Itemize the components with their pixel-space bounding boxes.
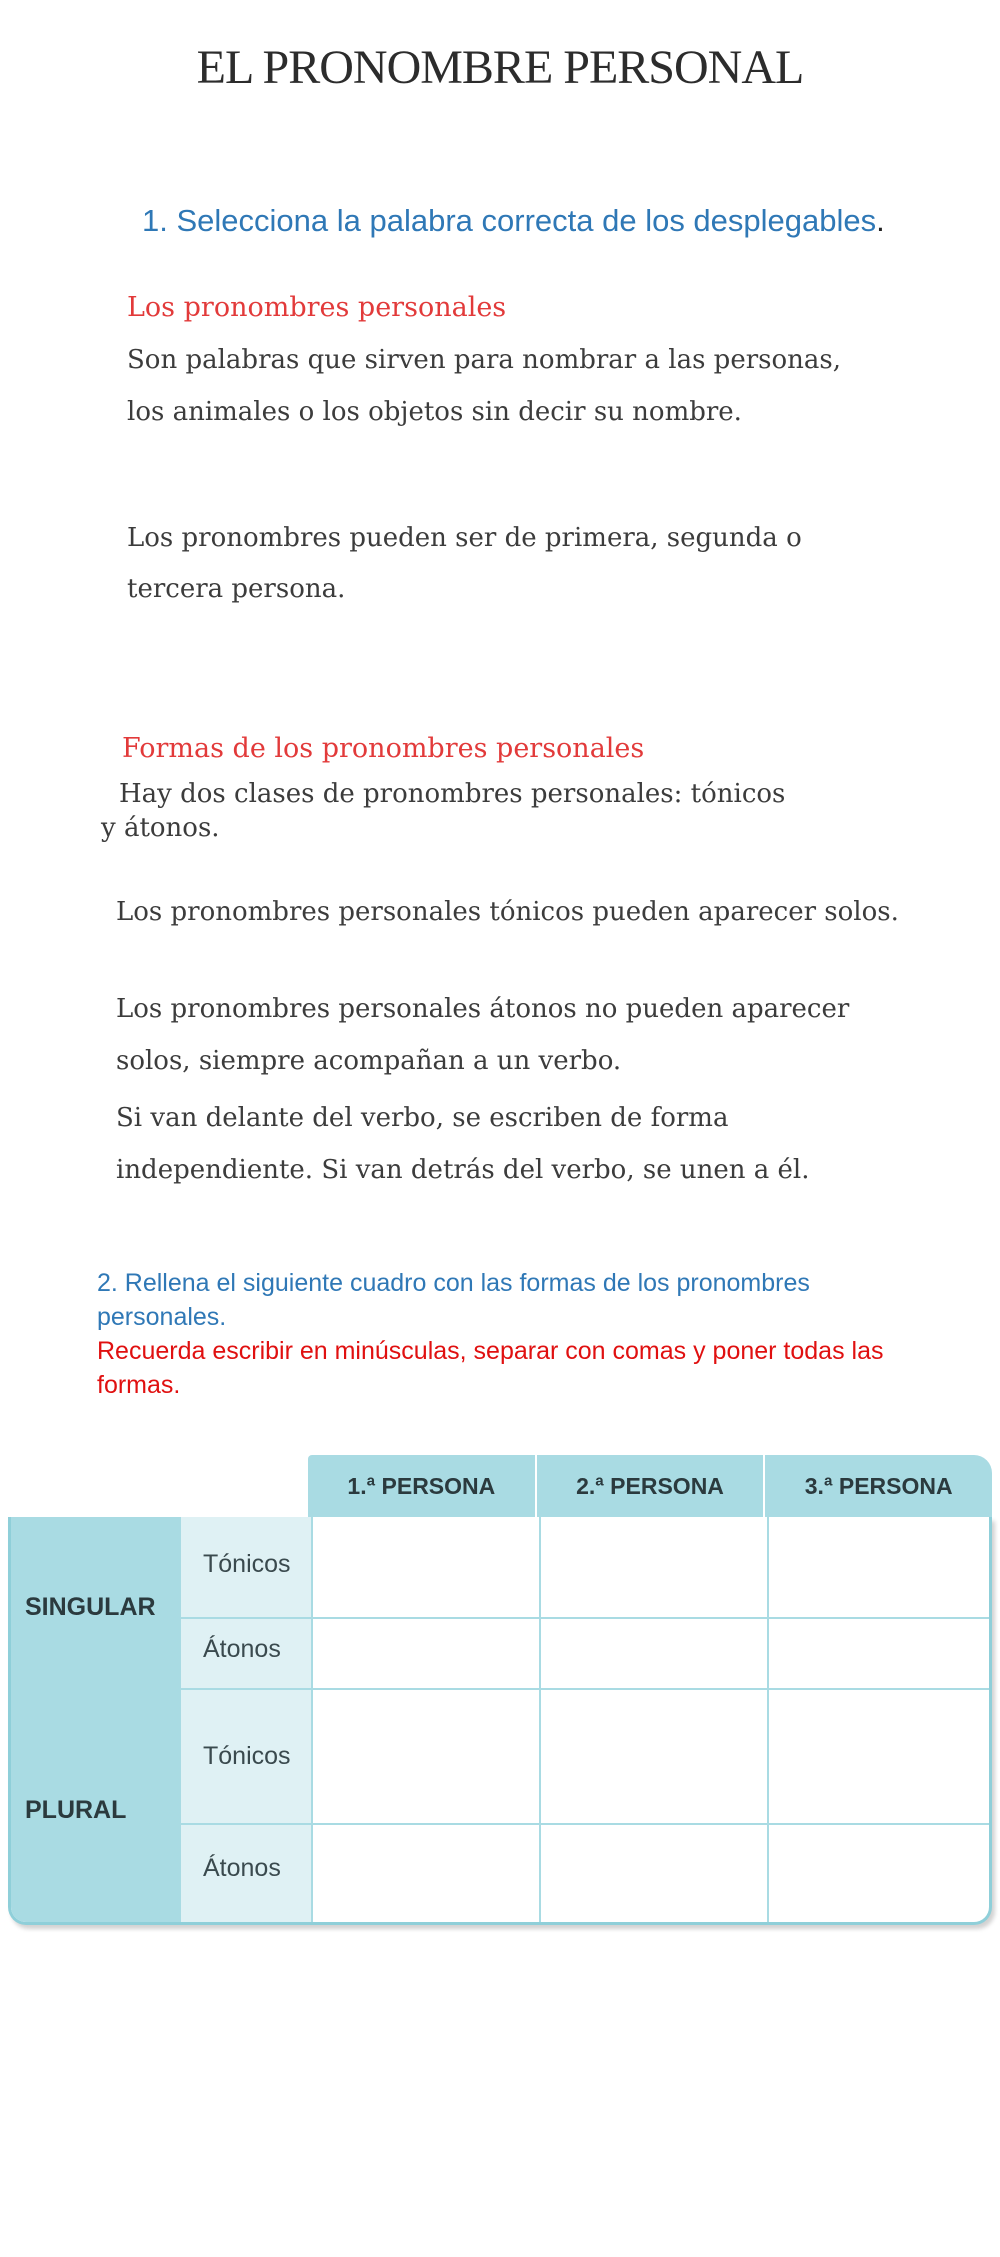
- cell-singular-atonos-segunda[interactable]: [541, 1619, 767, 1688]
- cell-singular-tonicos-primera[interactable]: [313, 1517, 539, 1617]
- paragraph-line: solos, siempre acompañan a un verbo.: [116, 1046, 622, 1076]
- paragraph-line: Los pronombres personales tónicos pueden aparecer solos.: [116, 897, 899, 927]
- row-label-plural-atonos: Átonos: [203, 1854, 281, 1882]
- paragraph-line: Los pronombres personales átonos no pueden aparecer: [116, 994, 850, 1024]
- cell-plural-atonos-tercera[interactable]: [769, 1825, 992, 1922]
- instruction-2-reminder: Recuerda escribir en minúsculas, separar con comas y poner todas las formas.: [97, 1337, 884, 1399]
- paragraph-line: Hay dos clases de pronombres personales: tónicos: [119, 779, 786, 809]
- group-label-plural: PLURAL: [25, 1796, 127, 1824]
- cell-plural-tonicos-segunda[interactable]: [541, 1690, 767, 1823]
- header-tercera-persona: 3.ª PERSONA: [804, 1472, 953, 1499]
- cell-singular-tonicos-segunda[interactable]: [541, 1517, 767, 1617]
- row-label-singular-tonicos: Tónicos: [203, 1550, 291, 1578]
- pronouns-table: [8, 1455, 992, 1925]
- section-heading-pronombres: Los pronombres personales: [127, 292, 507, 323]
- row-label-singular-atonos: Átonos: [203, 1635, 281, 1663]
- header-primera-persona: 1.ª PERSONA: [308, 1455, 537, 1517]
- paragraph-line: y átonos.: [101, 813, 220, 843]
- table-header-row: [308, 1455, 992, 1517]
- instruction-1-text: 1. Selecciona la palabra correcta de los desplegables: [142, 203, 877, 238]
- paragraph-line: Los pronombres pueden ser de primera, segunda o: [127, 523, 802, 553]
- paragraph-line: Son palabras que sirven para nombrar a las personas,: [127, 345, 841, 375]
- group-column: [11, 1517, 181, 1922]
- cell-singular-tonicos-tercera[interactable]: [769, 1517, 992, 1617]
- instruction-1: [142, 203, 885, 239]
- cell-singular-atonos-tercera[interactable]: [769, 1619, 992, 1688]
- row-label-plural-tonicos: Tónicos: [203, 1742, 291, 1770]
- paragraph-line: tercera persona.: [127, 574, 346, 604]
- paragraph-line: los animales o los objetos sin decir su nombre.: [127, 397, 742, 427]
- page-title: EL PRONOMBRE PERSONAL: [196, 41, 804, 94]
- header-segunda-persona: 2.ª PERSONA: [537, 1455, 766, 1517]
- cell-plural-atonos-segunda[interactable]: [541, 1825, 767, 1922]
- paragraph-line: Si van delante del verbo, se escriben de forma: [116, 1103, 729, 1133]
- paragraph-line: independiente. Si van detrás del verbo, se unen a él.: [116, 1155, 810, 1185]
- cell-plural-tonicos-tercera[interactable]: [769, 1690, 992, 1823]
- cell-plural-atonos-primera[interactable]: [313, 1825, 539, 1922]
- cell-plural-tonicos-primera[interactable]: [313, 1690, 539, 1823]
- table-body: [8, 1517, 992, 1925]
- cell-singular-atonos-primera[interactable]: [313, 1619, 539, 1688]
- group-label-singular: SINGULAR: [25, 1593, 156, 1621]
- instruction-2: 2. Rellena el siguiente cuadro con las formas de los pronombres personales.: [97, 1269, 810, 1331]
- section-heading-formas: Formas de los pronombres personales: [122, 733, 645, 764]
- instruction-1-period: .: [876, 203, 885, 238]
